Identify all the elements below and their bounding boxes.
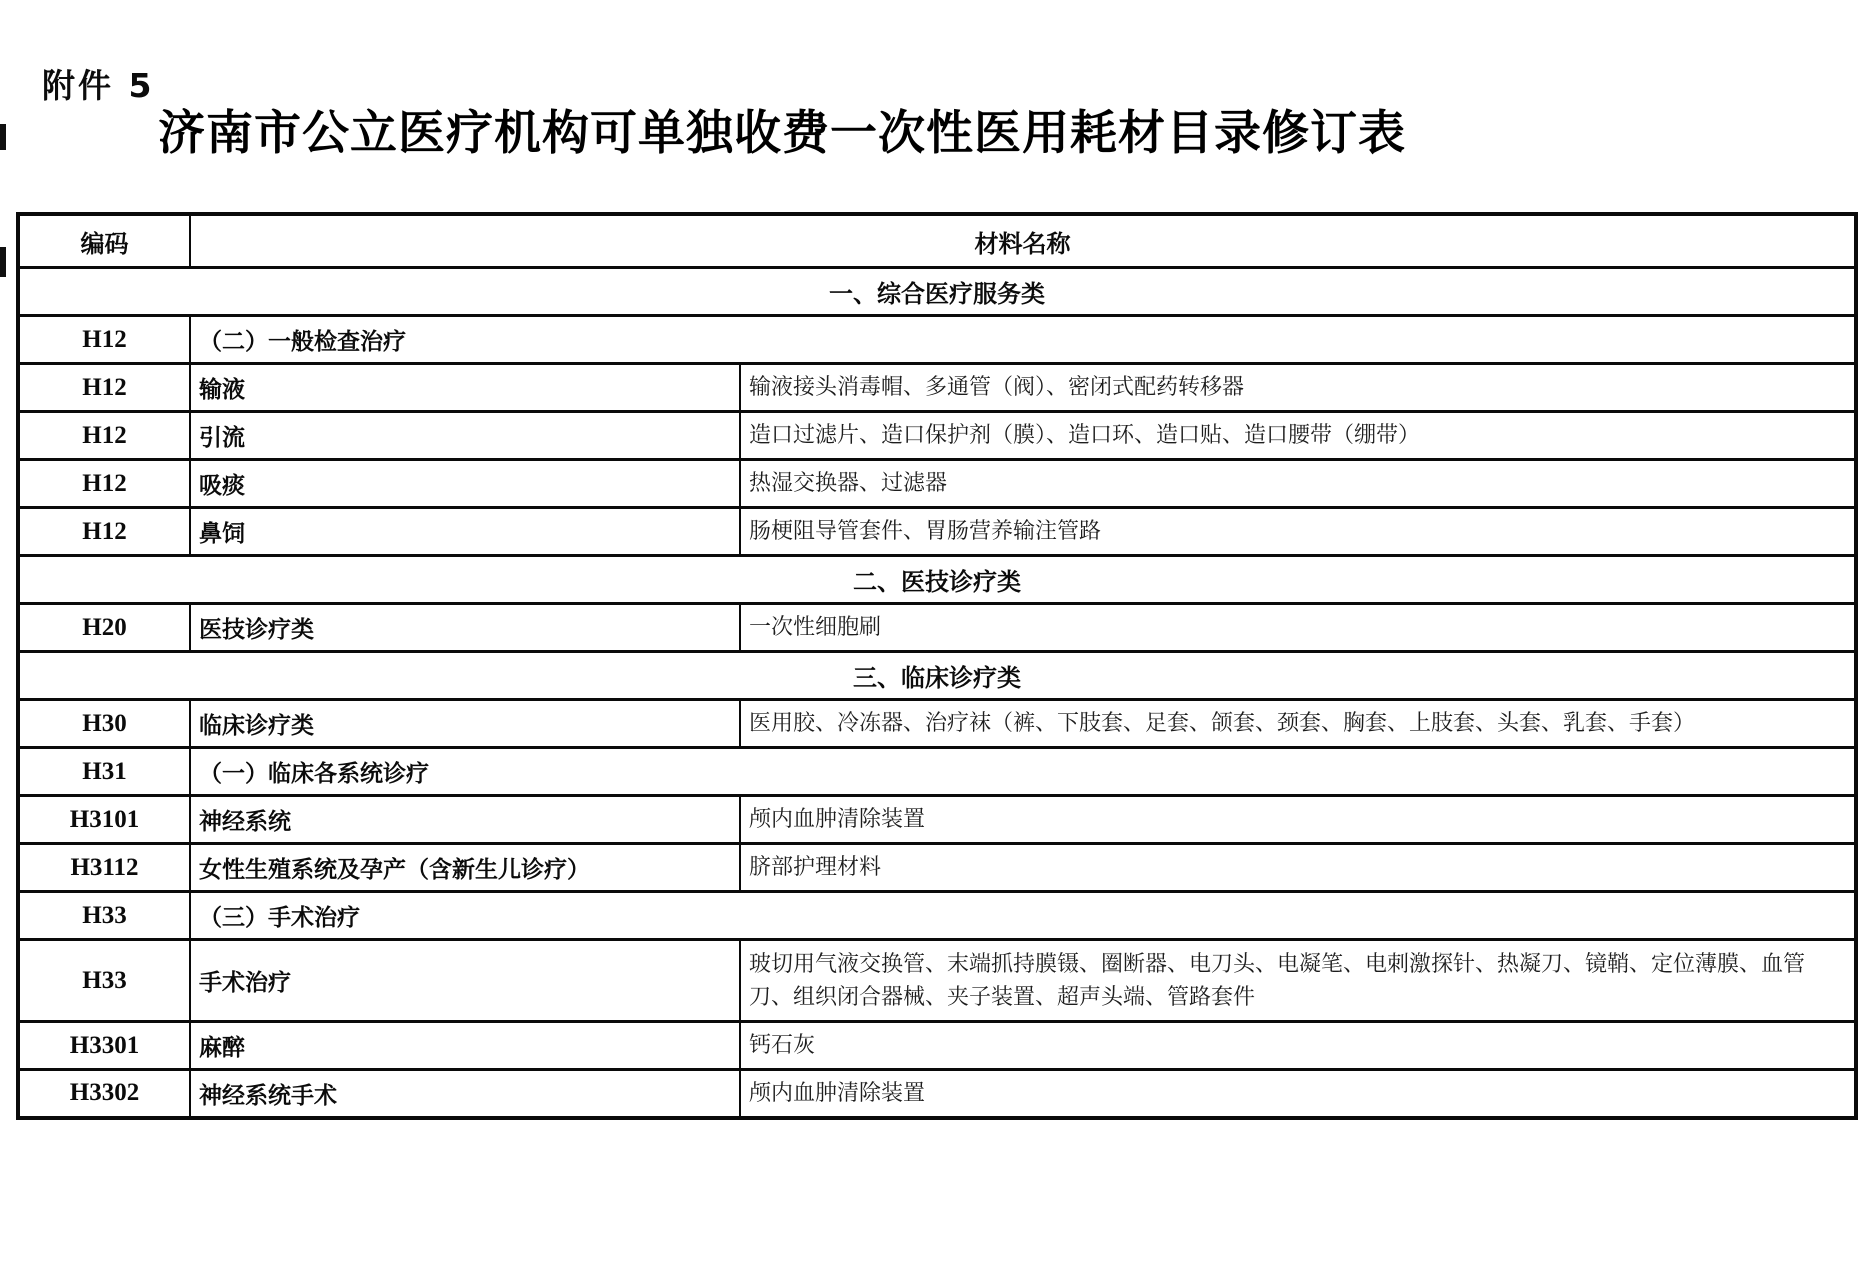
section-row [18,268,1856,316]
column-header-code: 编码 [18,214,190,268]
table-row [18,508,1856,556]
materials-cell: 输液接头消毒帽、多通管（阀）、密闭式配药转移器 [740,364,1856,412]
materials-cell: 造口过滤片、造口保护剂（膜）、造口环、造口贴、造口腰带（绷带） [740,412,1856,460]
code-cell: H12 [18,460,190,508]
table-row [18,316,1856,364]
code-cell: H3112 [18,844,190,892]
category-cell: 输液 [190,364,740,412]
subsection-title-cell: （一）临床各系统诊疗 [190,748,1856,796]
table-row [18,844,1856,892]
code-cell: H12 [18,316,190,364]
code-cell: H3301 [18,1022,190,1070]
table-header-row [18,214,1856,268]
table-row [18,892,1856,940]
code-cell: H33 [18,940,190,1022]
code-cell: H33 [18,892,190,940]
scan-artifact-mark [0,124,6,150]
code-cell: H20 [18,604,190,652]
table-row [18,940,1856,1022]
materials-cell: 颅内血肿清除装置 [740,796,1856,844]
table-row [18,460,1856,508]
table-row [18,796,1856,844]
table-row [18,1022,1856,1070]
materials-cell: 医用胶、冷冻器、治疗袜（裤、下肢套、足套、颌套、颈套、胸套、上肢套、头套、乳套、手套） [740,700,1856,748]
section-title-cell: 一、综合医疗服务类 [18,268,1856,316]
category-cell: 临床诊疗类 [190,700,740,748]
code-cell: H12 [18,508,190,556]
materials-cell: 颅内血肿清除装置 [740,1070,1856,1118]
materials-cell: 热湿交换器、过滤器 [740,460,1856,508]
consumables-catalog-table [16,212,1858,1120]
table-body [18,268,1856,1118]
column-header-material: 材料名称 [190,214,1856,268]
section-row [18,556,1856,604]
subsection-title-cell: （二）一般检查治疗 [190,316,1856,364]
category-cell: 麻醉 [190,1022,740,1070]
code-cell: H12 [18,412,190,460]
table-row [18,604,1856,652]
code-cell: H3302 [18,1070,190,1118]
category-cell: 女性生殖系统及孕产（含新生儿诊疗） [190,844,740,892]
materials-cell: 玻切用气液交换管、末端抓持膜镊、圈断器、电刀头、电凝笔、电刺激探针、热凝刀、镜鞘、定位薄膜、血管刀、组织闭合器械、夹子装置、超声头端、管路套件 [740,940,1856,1022]
category-cell: 吸痰 [190,460,740,508]
table-row [18,1070,1856,1118]
category-cell: 引流 [190,412,740,460]
table-row [18,364,1856,412]
section-row [18,652,1856,700]
document-title: 济南市公立医疗机构可单独收费一次性医用耗材目录修订表 [158,106,1406,161]
scan-artifact-mark [0,247,6,277]
materials-cell: 肠梗阻导管套件、胃肠营养输注管路 [740,508,1856,556]
category-cell: 神经系统 [190,796,740,844]
category-cell: 鼻饲 [190,508,740,556]
code-cell: H31 [18,748,190,796]
materials-cell: 一次性细胞刷 [740,604,1856,652]
code-cell: H30 [18,700,190,748]
table-row [18,412,1856,460]
table-row [18,748,1856,796]
code-cell: H12 [18,364,190,412]
materials-cell: 钙石灰 [740,1022,1856,1070]
section-title-cell: 三、临床诊疗类 [18,652,1856,700]
materials-cell: 脐部护理材料 [740,844,1856,892]
subsection-title-cell: （三）手术治疗 [190,892,1856,940]
code-cell: H3101 [18,796,190,844]
category-cell: 神经系统手术 [190,1070,740,1118]
category-cell: 医技诊疗类 [190,604,740,652]
section-title-cell: 二、医技诊疗类 [18,556,1856,604]
table-row [18,700,1856,748]
attachment-label: 附件 5 [42,66,155,105]
category-cell: 手术治疗 [190,940,740,1022]
